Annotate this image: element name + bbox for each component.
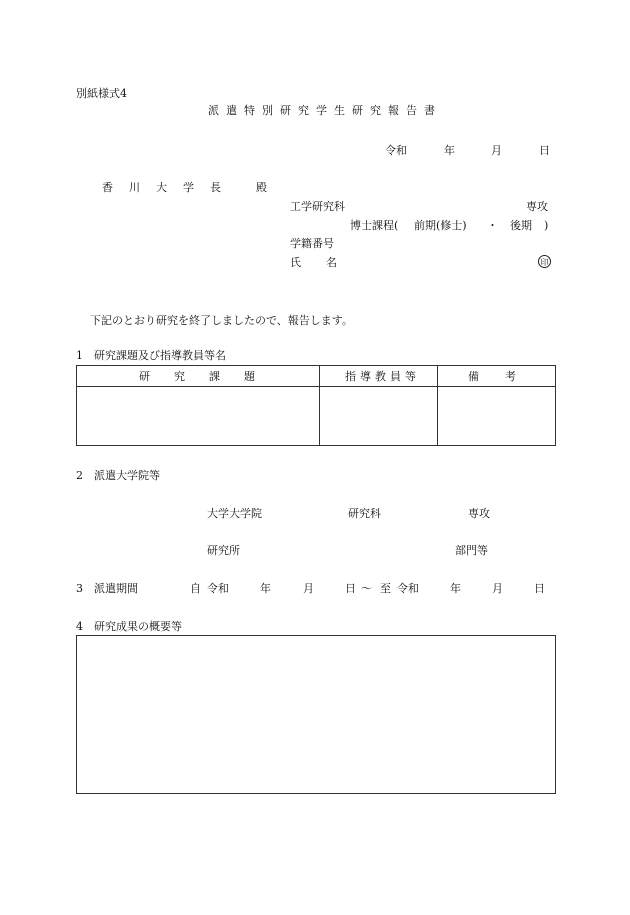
student-id-label: 学籍番号 [290,237,334,250]
period-to: 至 [380,582,391,595]
course-prefix: 博士課程( [350,219,399,232]
period-from-month: 月 [303,582,314,595]
remarks-cell[interactable] [438,387,555,445]
date-month-label: 月 [491,144,502,157]
section4-number: 4 [76,620,83,633]
host-major-label: 専攻 [468,507,490,520]
period-tilde: 〜 [361,582,372,595]
form-title: 派遣特別研究学生研究報告書 [208,104,442,117]
period-from-era: 令和 [207,582,229,595]
date-day-label: 日 [539,144,550,157]
header-research-topic: 研究課題 [139,370,279,383]
section3-title: 派遣期間 [94,582,138,595]
period-to-day: 日 [534,582,545,595]
course-separator: ・ [487,219,498,232]
course-close: ) [544,219,549,232]
period-from-day: 日 [345,582,356,595]
section3-number: 3 [76,582,83,595]
date-year-label: 年 [444,144,455,157]
period-to-era: 令和 [397,582,419,595]
supervisor-cell[interactable] [320,387,437,445]
period-from: 自 [190,582,201,595]
graduate-school-label: 工学研究科 [290,200,345,213]
date-era: 令和 [385,144,407,157]
host-department-label: 部門等 [455,544,488,557]
research-summary-box[interactable] [76,635,556,794]
major-label: 専攻 [526,200,548,213]
addressee-honorific: 殿 [256,181,267,194]
name-label-2: 名 [326,256,337,269]
header-supervisor: 指導教員等 [345,370,420,383]
course-doctoral: 後期 [510,219,532,232]
section2-title: 派遣大学院等 [94,469,160,482]
course-master: 前期(修士) [414,219,467,232]
seal-mark-icon: 印 [538,255,551,268]
period-from-year: 年 [260,582,271,595]
form-number: 別紙様式4 [76,87,127,100]
section1-number: 1 [76,349,83,362]
host-university-label: 大学大学院 [207,507,262,520]
period-to-year: 年 [450,582,461,595]
intro-text: 下記のとおり研究を終了しましたので、報告します。 [90,314,353,327]
host-institute-label: 研究所 [207,544,240,557]
section2-number: 2 [76,469,83,482]
section4-title: 研究成果の概要等 [94,620,182,633]
name-label-1: 氏 [290,256,301,269]
addressee-name: 香川大学長 [102,181,237,194]
period-to-month: 月 [492,582,503,595]
section1-title: 研究課題及び指導教員等名 [94,349,226,362]
research-topic-cell[interactable] [77,387,319,445]
header-remarks: 備考 [468,370,542,383]
host-graduate-school-label: 研究科 [348,507,381,520]
